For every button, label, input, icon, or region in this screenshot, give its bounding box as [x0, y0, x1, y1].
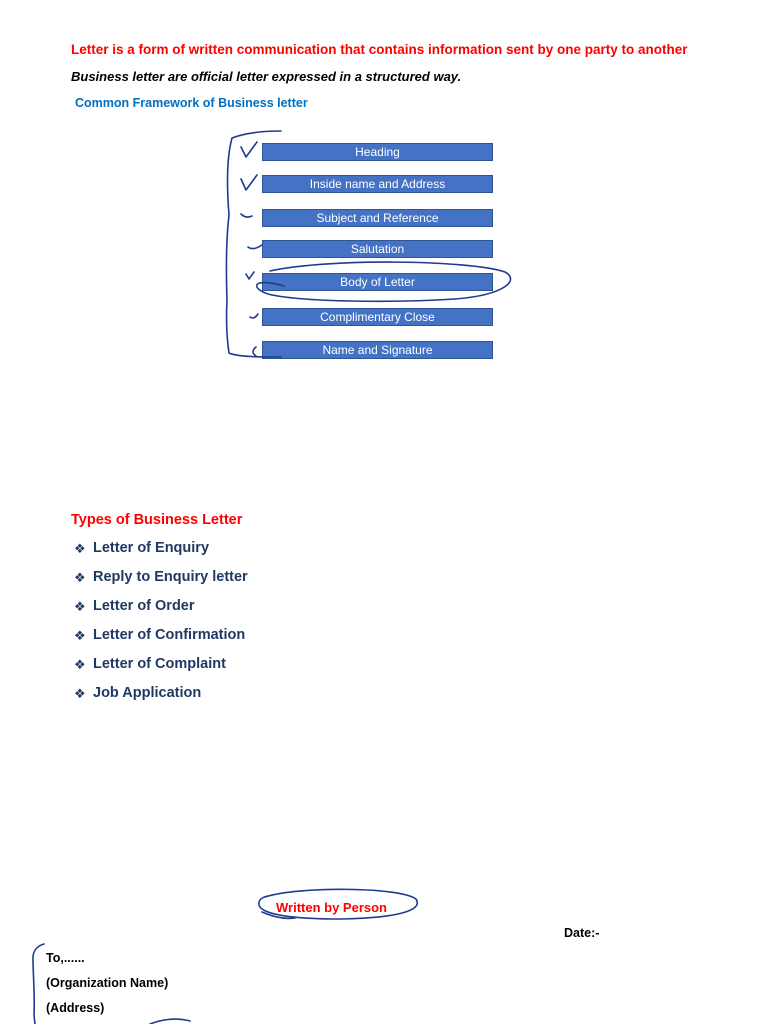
letter-to-line: To,......: [46, 951, 85, 965]
framework-item-subject: Subject and Reference: [262, 209, 493, 227]
types-list: [74, 540, 248, 714]
type-label: Letter of Enquiry: [93, 540, 210, 556]
type-label: Reply to Enquiry letter: [93, 569, 248, 585]
intro-text: Letter is a form of written communication that contains information sent by one party to another: [71, 42, 688, 57]
framework-item-close: Complimentary Close: [262, 308, 493, 326]
type-label: Letter of Confirmation: [93, 627, 246, 643]
diamond-bullet-icon: ❖: [74, 599, 86, 614]
list-item: [74, 656, 248, 685]
written-by-label: Written by Person: [276, 900, 388, 915]
framework-item-inside-address: Inside name and Address: [262, 175, 493, 193]
list-item: [74, 627, 248, 656]
check-mark-icon: [241, 142, 257, 157]
diamond-bullet-icon: ❖: [74, 628, 86, 643]
check-mark-icon: [246, 272, 254, 279]
diamond-bullet-icon: ❖: [74, 686, 86, 701]
subtitle-text: Business letter are official letter expressed in a structured way.: [71, 69, 462, 84]
diamond-bullet-icon: ❖: [74, 657, 86, 672]
date-label: Date:-: [564, 926, 600, 940]
check-mark-icon: [241, 214, 252, 217]
type-label: Job Application: [93, 685, 202, 701]
check-mark-icon: [241, 175, 257, 190]
type-label: Letter of Order: [93, 598, 195, 614]
framework-item-salutation: Salutation: [262, 240, 493, 258]
check-mark-icon: [248, 245, 262, 249]
letter-organization-line: (Organization Name): [46, 976, 169, 990]
diamond-bullet-icon: ❖: [74, 570, 86, 585]
framework-title: Common Framework of Business letter: [75, 96, 308, 110]
list-item: [74, 569, 248, 598]
check-mark-icon: [250, 314, 258, 318]
diamond-bullet-icon: ❖: [74, 541, 86, 556]
list-item: [74, 598, 248, 627]
list-item: [74, 685, 248, 714]
check-mark-icon: [253, 347, 256, 356]
types-title: Types of Business Letter: [71, 512, 243, 528]
framework-item-heading: Heading: [262, 143, 493, 161]
type-label: Letter of Complaint: [93, 656, 226, 672]
list-item: [74, 540, 248, 569]
letter-address-line: (Address): [46, 1001, 105, 1015]
address-bracket-icon: [33, 944, 44, 1024]
pen-stroke-icon: [150, 1019, 190, 1024]
framework-item-signature: Name and Signature: [262, 341, 493, 359]
framework-item-body: Body of Letter: [262, 273, 493, 291]
